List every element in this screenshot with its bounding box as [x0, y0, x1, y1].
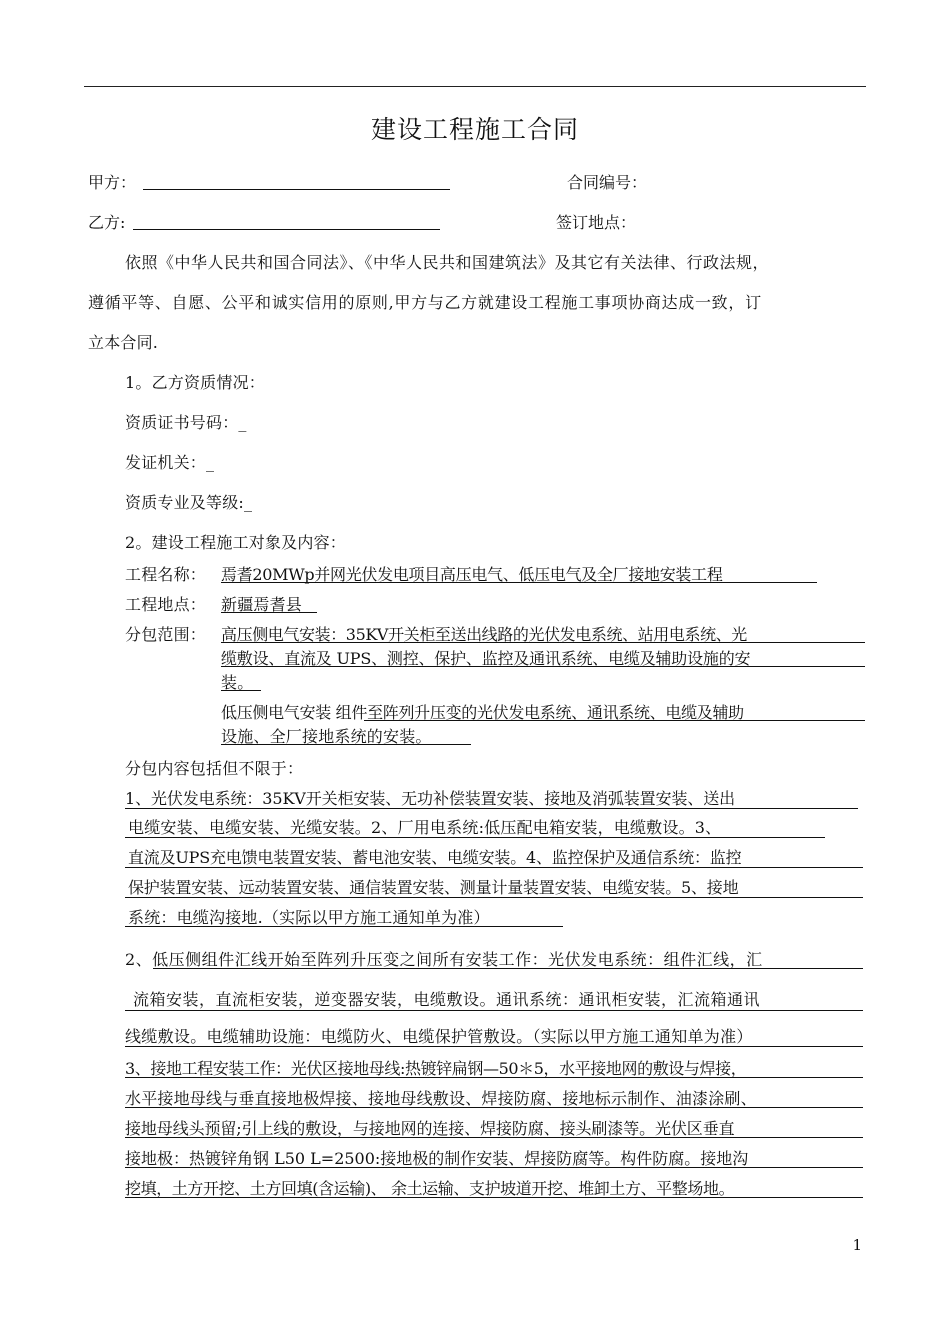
item3-underline [125, 1137, 863, 1138]
item2-underline [125, 1010, 863, 1011]
issuer-field: 发证机关：_ [125, 453, 215, 472]
header-rule [84, 86, 866, 87]
party-b-label: 乙方: [88, 213, 126, 232]
item3-underline [125, 1167, 863, 1168]
item1-underline [125, 808, 858, 809]
document-title: 建设工程施工合同 [370, 115, 579, 144]
item1-underline [125, 897, 863, 898]
item3-underline [125, 1107, 863, 1108]
location-underline [221, 612, 317, 613]
contract-no-label: 合同编号： [567, 173, 648, 192]
scope-underline [221, 744, 471, 745]
scope-underline [221, 690, 261, 691]
item2-line: 流箱安装，直流柜安装，逆变器安装，电缆敷设。通讯系统：通讯柜安装，汇流箱通讯 [133, 990, 761, 1009]
item3-line: 接地极：热镀锌角钢 L50 L=2500:接地极的制作安装、焊接防腐等。构件防腐。接地沟 [125, 1149, 749, 1168]
item2-underline [125, 1046, 863, 1047]
party-b-blank[interactable] [133, 229, 440, 230]
cert-no-field: 资质证书号码：_ [125, 413, 247, 432]
item2-underline [153, 968, 863, 969]
item2-line: 2、低压侧组件汇线开始至阵列升压变之间所有安装工作：光伏发电系统：组件汇线，汇 [125, 950, 763, 969]
item3-line: 挖填，土方开挖、土方回填(含运输)、 余土运输、支护坡道开挖、堆卸土方、平整场地。 [125, 1179, 735, 1198]
content-heading: 分包内容包括但不限于： [125, 759, 304, 778]
item2-line: 线缆敷设。电缆辅助设施：电缆防火、电缆保护管敷设。（实际以甲方施工通知单为准） [125, 1027, 753, 1046]
item1-line: 系统：电缆沟接地.（实际以甲方施工通知单为准） [128, 908, 490, 927]
project-name-underline [221, 582, 817, 583]
item3-line: 接地母线头预留;引上线的敷设，与接地网的连接、焊接防腐、接头刷漆等。光伏区垂直 [125, 1119, 735, 1138]
party-a-blank[interactable] [143, 189, 450, 190]
item1-line: 1、光伏发电系统：35KV开关柜安装、无功补偿装置安装、接地及消弧装置安装、送出 [125, 789, 736, 808]
scope-underline [364, 720, 865, 721]
scope-label: 分包范围： [125, 625, 207, 644]
scope-high-line: 高压侧电气安装：35KV开关柜至送出线路的光伏发电系统、站用电系统、光 [221, 625, 747, 644]
item3-line: 3、接地工程安装工作：光伏区接地母线:热镀锌扁钢—50＊5，水平接地网的敷设与焊接， [125, 1059, 747, 1078]
grade-field: 资质专业及等级:_ [125, 493, 253, 512]
item3-underline [125, 1197, 863, 1198]
item1-underline [125, 867, 863, 868]
location-label: 工程地点： [125, 595, 207, 614]
section1-heading: 1。乙方资质情况： [125, 373, 265, 392]
scope-underline [221, 666, 865, 667]
sign-place-label: 签订地点： [556, 213, 637, 232]
scope-underline [221, 642, 865, 643]
scope-low-line: 设施、全厂接地系统的安装。 [221, 727, 432, 746]
item1-line: 直流及UPS充电馈电装置安装、蓄电池安装、电缆安装。4、监控保护及通信系统：监控 [128, 848, 742, 867]
item1-line: 保护装置安装、远动装置安装、通信装置安装、测量计量装置安装、电缆安装。5、接地 [128, 878, 739, 897]
page-number: 1 [852, 1236, 862, 1254]
item1-underline [125, 837, 825, 838]
project-name: 焉耆20MWp并网光伏发电项目高压电气、低压电气及全厂接地安装工程 [221, 565, 723, 584]
item3-line: 水平接地母线与垂直接地极焊接、接地母线敷设、焊接防腐、接地标示制作、油漆涂刷、 [125, 1089, 757, 1108]
intro-line: 依照《中华人民共和国合同法》、《中华人民共和国建筑法》及其它有关法律、行政法规， [125, 253, 770, 272]
item1-line: 电缆安装、电缆安装、光缆安装。2、厂用电系统:低压配电箱安装，电缆敷设。3、 [128, 818, 722, 837]
scope-high-line: 缆敷设、直流及 UPS、测控、保护、监控及通讯系统、电缆及辅助设施的安 [221, 649, 751, 668]
section2-heading: 2。建设工程施工对象及内容： [125, 533, 346, 552]
party-a-label: 甲方： [88, 173, 137, 192]
location: 新疆焉耆县 [221, 595, 303, 614]
scope-high-line: 装。 [221, 673, 254, 692]
intro-line: 遵循平等、自愿、公平和诚实信用的原则,甲方与乙方就建设工程施工事项协商达成一致，订 [88, 293, 762, 312]
item3-underline [125, 1077, 863, 1078]
project-name-label: 工程名称： [125, 565, 207, 584]
item1-underline [125, 926, 563, 927]
intro-line: 立本合同. [88, 333, 159, 352]
scope-low-line: 低压侧电气安装 组件至阵列升压变的光伏发电系统、通讯系统、电缆及辅助 [221, 703, 744, 722]
